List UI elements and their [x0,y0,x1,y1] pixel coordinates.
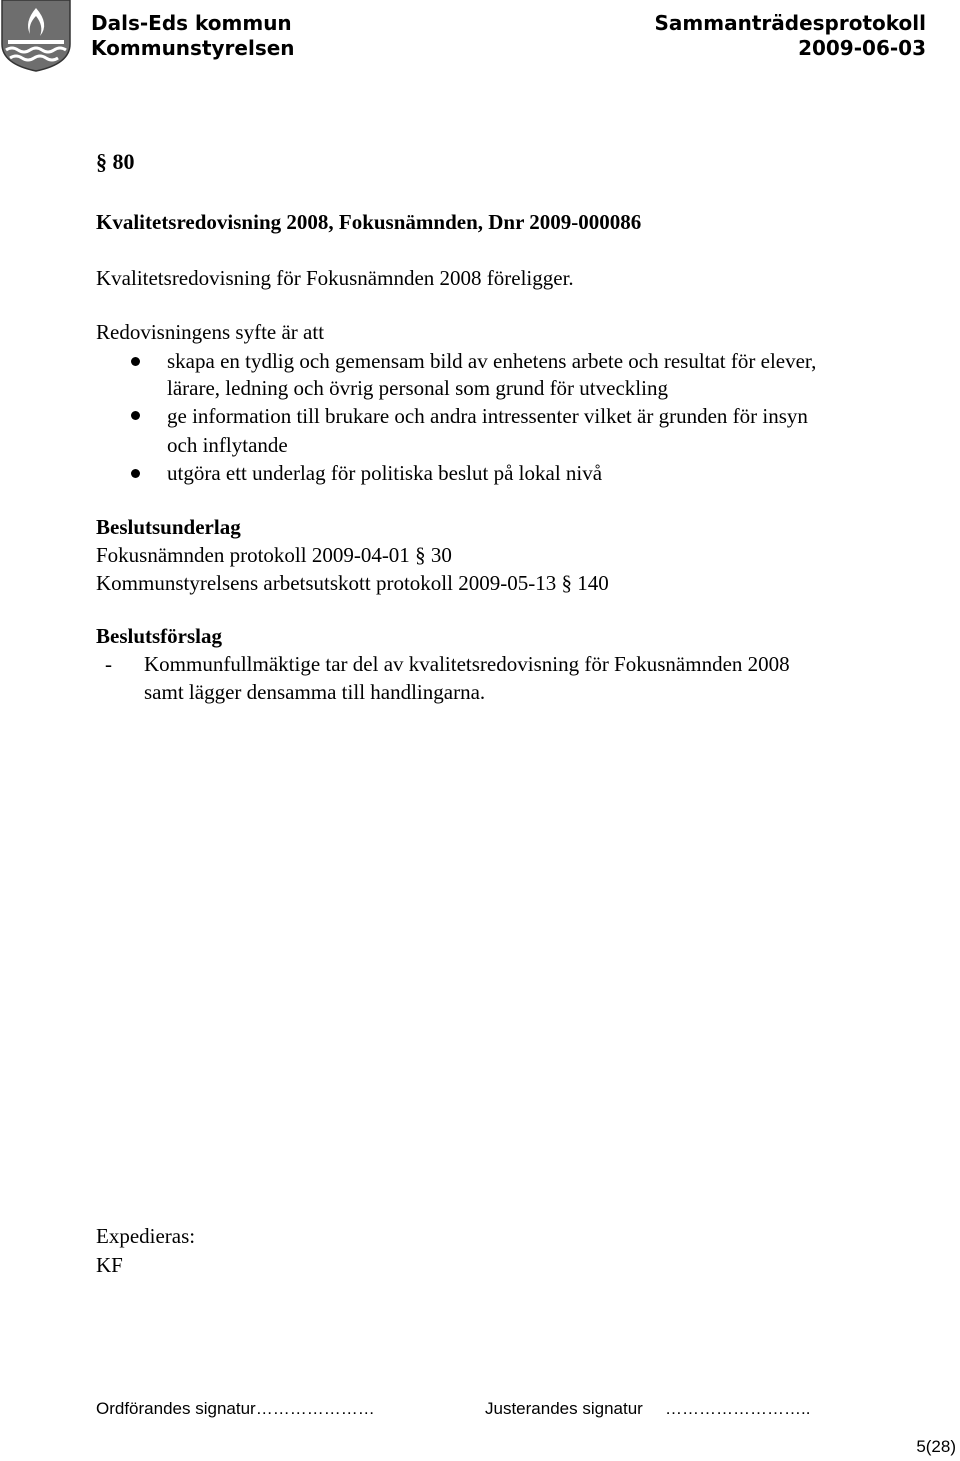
purpose-item-3-line-1: utgöra ett underlag för politiska beslut på lokal nivå [167,461,603,485]
bullet-icon [131,357,140,366]
adjuster-signature-label: Justerandes signatur [485,1399,643,1418]
purpose-item-1-line-2: lärare, ledning och övrig personal som grund för utveckling [167,376,668,400]
proposal-heading: Beslutsförslag [96,624,222,648]
intro-text: Kvalitetsredovisning för Fokusnämnden 2008 föreligger. [96,266,574,290]
purpose-item-2-line-1: ge information till brukare och andra intressenter vilket är grunden för insyn [167,404,808,428]
purpose-item-2-line-2: och inflytande [167,433,288,457]
bullet-icon [131,411,140,420]
bullet-icon [131,469,140,478]
dispatch-recipient: KF [96,1253,123,1277]
basis-item-1-text: Fokusnämnden protokoll 2009-04-01 [96,543,410,567]
meeting-date: 2009-06-03 [798,36,926,60]
paragraph-symbol: § [561,571,572,595]
page-number: 5(28) [916,1437,956,1456]
paragraph-number [96,148,135,176]
basis-item-2-text: Kommunstyrelsens arbetsutskott protokoll 2009-05-13 [96,571,557,595]
item-title: Kvalitetsredovisning 2008, Fokusnämnden, Dnr 2009-000086 [96,210,642,234]
proposal-line-1: Kommunfullmäktige tar del av kvalitetsredovisning för Fokusnämnden 2008 [144,652,790,676]
adjuster-signature-line: …………………….. [665,1399,811,1418]
basis-heading: Beslutsunderlag [96,515,241,539]
board-name: Kommunstyrelsen [91,36,295,60]
basis-item-2-number: 140 [577,571,609,595]
document-type: Sammanträdesprotokoll [654,11,926,35]
proposal-dash: - [105,652,112,676]
proposal-line-2: samt lägger densamma till handlingarna. [144,680,486,704]
dispatch-label: Expedieras: [96,1224,196,1248]
basis-item-1-number: 30 [430,543,452,567]
purpose-item-1-line-1: skapa en tydlig och gemensam bild av enhetens arbete och resultat för elever, [167,349,817,373]
purpose-heading: Redovisningens syfte är att [96,320,325,344]
paragraph-symbol: § [415,543,426,567]
paragraph-number-value: 80 [112,149,135,174]
municipality-name: Dals-Eds kommun [91,11,292,35]
municipal-coat-of-arms-icon [0,0,72,72]
paragraph-symbol: § [96,149,107,174]
chair-signature-line: Ordförandes signatur………………… [96,1399,375,1418]
basis-item-1 [96,541,452,569]
basis-item-2 [96,569,609,597]
